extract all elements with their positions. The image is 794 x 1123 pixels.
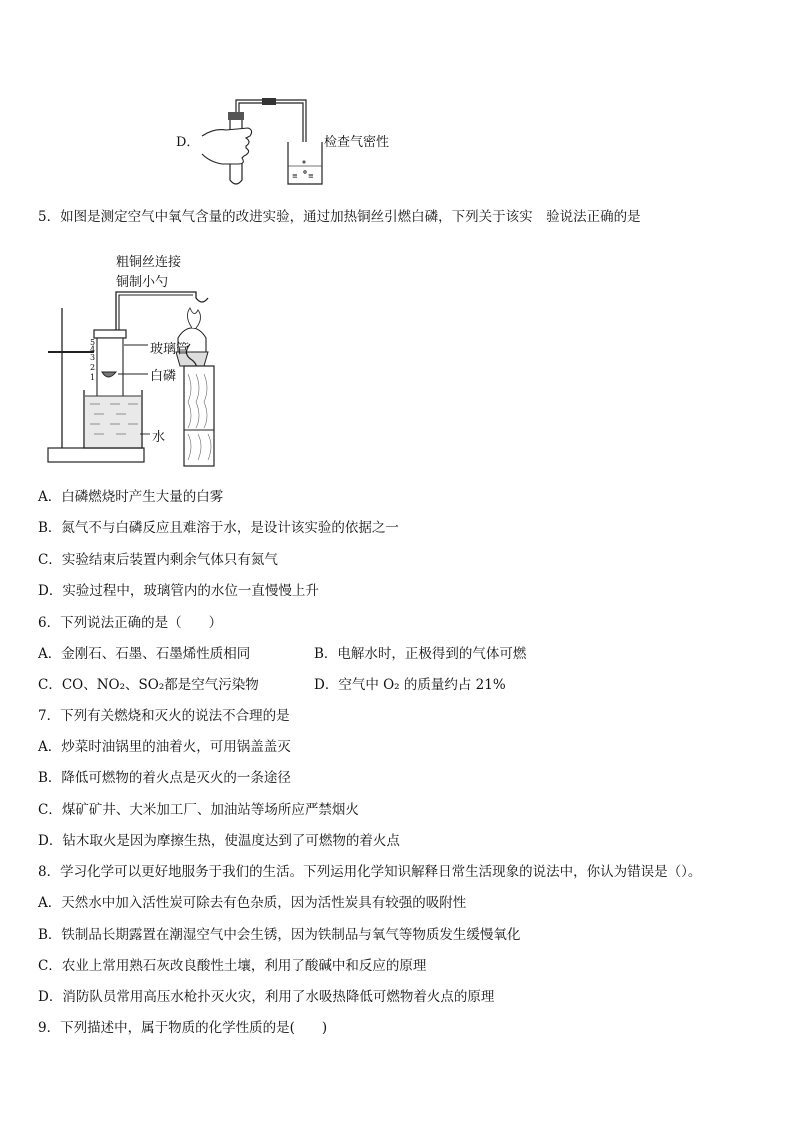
q5-option-b: B．氮气不与白磷反应且难溶于水，是设计该实验的依据之一 (38, 520, 399, 536)
option-d-caption: 检查气密性 (324, 135, 390, 150)
q6-option-b: B．电解水时，正极得到的气体可燃 (314, 646, 527, 662)
q9-stem: 9．下列描述中，属于物质的化学性质的是( ) (38, 1020, 328, 1036)
q5-option-c: C．实验结束后装置内剩余气体只有氮气 (38, 552, 278, 568)
q7-option-a: A．炒菜时油锅里的油着火，可用锅盖盖灭 (38, 739, 291, 755)
q5-scale-1: 1 (90, 373, 96, 382)
q7-option-d: D．钻木取火是因为摩擦生热，使温度达到了可燃物的着火点 (38, 833, 400, 849)
q8-option-c: C．农业上常用熟石灰改良酸性土壤，利用了酸碱中和反应的原理 (38, 958, 427, 974)
q8-option-b: B．铁制品长期露置在潮湿空气中会生锈，因为铁制品与氧气等物质发生缓慢氧化 (38, 927, 521, 943)
airtightness-check-figure (196, 92, 326, 192)
q5-stem: 5．如图是测定空气中氧气含量的改进实验，通过加热铜丝引燃白磷，下列关于该实 验说法正确的是 (38, 209, 641, 225)
option-d-label: D． (176, 135, 200, 150)
q7-option-b: B．降低可燃物的着火点是灭火的一条途径 (38, 770, 291, 786)
q5-label-wire-line2: 铜制小勺 (116, 275, 169, 290)
q5-option-a: A．白磷燃烧时产生大量的白雾 (38, 489, 224, 505)
q5-scale-4: 4 (90, 345, 96, 354)
q7-option-c: C．煤矿矿井、大米加工厂、加油站等场所应严禁烟火 (38, 802, 359, 818)
q5-scale-5: 5 (90, 338, 96, 347)
q5-scale-3: 3 (90, 353, 96, 362)
q8-option-d: D．消防队员常用高压水枪扑灭火灾，利用了水吸热降低可燃物着火点的原理 (38, 989, 495, 1005)
oxygen-content-apparatus-figure (44, 288, 244, 470)
q6-option-a: A．金刚石、石墨、石墨烯性质相同 (38, 646, 251, 662)
q5-label-wire-line1: 粗铜丝连接 (116, 255, 182, 270)
svg-text:≡: ≡ (292, 172, 298, 180)
svg-text:≡: ≡ (308, 172, 314, 180)
q5-option-d: D．实验过程中，玻璃管内的水位一直慢慢上升 (38, 583, 319, 599)
q7-stem: 7．下列有关燃烧和灭火的说法不合理的是 (38, 708, 290, 724)
q5-label-white-phosphorus: 白磷 (150, 369, 177, 384)
q6-option-d: D．空气中 O₂ 的质量约占 21% (314, 677, 506, 693)
q5-label-glass-tube: 玻璃管 (150, 342, 190, 357)
q6-stem: 6．下列说法正确的是（ ） (38, 615, 223, 631)
q5-scale-2: 2 (90, 363, 96, 372)
q8-stem: 8．学习化学可以更好地服务于我们的生活。下列运用化学知识解释日常生活现象的说法中，你认为错误是（）。 (38, 864, 702, 880)
q8-option-a: A．天然水中加入活性炭可除去有色杂质，因为活性炭具有较强的吸附性 (38, 895, 467, 911)
q6-option-c: C．CO、NO₂、SO₂都是空气污染物 (38, 677, 259, 693)
q5-label-water: 水 (152, 430, 166, 445)
